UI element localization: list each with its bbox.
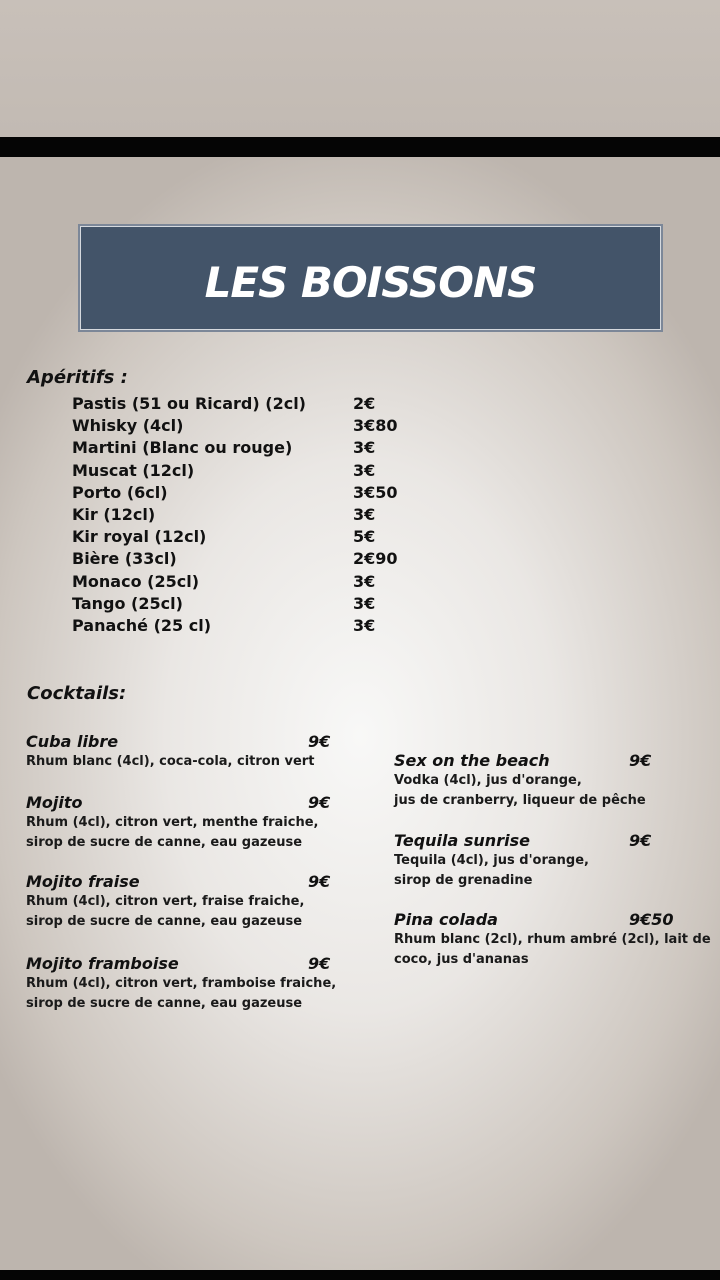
list-item bbox=[72, 571, 492, 593]
cocktail-mojito-framboise bbox=[26, 954, 356, 1014]
cocktail-description: Rhum blanc (2cl), rhum ambré (2cl), lait de coco, jus d'ananas bbox=[394, 932, 711, 967]
item-price: 2€90 bbox=[353, 549, 398, 569]
cocktail-description: Tequila (4cl), jus d'orange, sirop de grenadine bbox=[394, 853, 589, 888]
cocktail-cuba-libre bbox=[26, 732, 356, 772]
cocktail-description: Rhum (4cl), citron vert, menthe fraiche, sirop de sucre de canne, eau gazeuse bbox=[26, 815, 319, 850]
title-banner bbox=[78, 224, 663, 332]
cocktail-price: 9€ bbox=[308, 872, 331, 891]
cocktail-name: Cuba libre bbox=[26, 732, 119, 751]
cocktail-price: 9€ bbox=[308, 954, 331, 973]
list-item bbox=[72, 437, 492, 459]
list-item bbox=[72, 504, 492, 526]
item-name: Tango (25cl) bbox=[72, 593, 183, 613]
item-name: Kir (12cl) bbox=[72, 504, 156, 524]
cocktail-name: Mojito framboise bbox=[26, 954, 179, 973]
list-item bbox=[72, 415, 492, 437]
list-item bbox=[72, 482, 492, 504]
item-price: 3€ bbox=[353, 438, 376, 458]
item-name: Bière (33cl) bbox=[72, 549, 177, 569]
top-background bbox=[0, 0, 720, 137]
cocktail-tequila-sunrise bbox=[394, 831, 714, 891]
item-name: Panaché (25 cl) bbox=[72, 615, 212, 635]
cocktail-price: 9€ bbox=[308, 732, 331, 751]
item-price: 3€ bbox=[353, 593, 376, 613]
item-name: Martini (Blanc ou rouge) bbox=[72, 438, 293, 458]
cocktail-price: 9€ bbox=[308, 793, 331, 812]
cocktail-price: 9€ bbox=[629, 751, 652, 770]
list-item bbox=[72, 615, 492, 637]
cocktail-name: Pina colada bbox=[394, 910, 498, 929]
cocktail-name: Mojito fraise bbox=[26, 872, 140, 891]
list-item bbox=[72, 460, 492, 482]
item-price: 3€ bbox=[353, 571, 376, 591]
item-name: Porto (6cl) bbox=[72, 482, 168, 502]
bottom-divider-bar bbox=[0, 1270, 720, 1280]
page-title: LES BOISSONS bbox=[204, 258, 537, 307]
cocktails-heading: Cocktails: bbox=[27, 683, 127, 704]
item-name: Monaco (25cl) bbox=[72, 571, 200, 591]
item-price: 2€ bbox=[353, 394, 376, 413]
item-name: Kir royal (12cl) bbox=[72, 527, 207, 547]
item-price: 3€ bbox=[353, 460, 376, 480]
aperitifs-list bbox=[72, 393, 492, 637]
list-item bbox=[72, 526, 492, 548]
cocktail-description: Rhum blanc (4cl), coca-cola, citron vert bbox=[26, 754, 315, 769]
cocktail-description: Rhum (4cl), citron vert, framboise fraiche, sirop de sucre de canne, eau gazeuse bbox=[26, 976, 337, 1011]
top-divider-bar bbox=[0, 137, 720, 157]
list-item bbox=[72, 393, 492, 415]
item-name: Whisky (4cl) bbox=[72, 416, 184, 436]
cocktail-mojito bbox=[26, 793, 356, 853]
list-item bbox=[72, 593, 492, 615]
item-price: 5€ bbox=[353, 527, 376, 547]
item-price: 3€80 bbox=[353, 416, 398, 436]
aperitifs-heading: Apéritifs : bbox=[27, 367, 128, 388]
cocktail-price: 9€50 bbox=[629, 910, 674, 929]
cocktail-name: Sex on the beach bbox=[394, 751, 550, 770]
cocktail-price: 9€ bbox=[629, 831, 652, 850]
item-price: 3€ bbox=[353, 504, 376, 524]
cocktail-pina-colada bbox=[394, 910, 714, 970]
list-item bbox=[72, 548, 492, 570]
item-name: Muscat (12cl) bbox=[72, 460, 195, 480]
item-name: Pastis (51 ou Ricard) (2cl) bbox=[72, 394, 306, 413]
cocktail-name: Mojito bbox=[26, 793, 83, 812]
cocktail-sex-on-the-beach bbox=[394, 751, 714, 811]
item-price: 3€50 bbox=[353, 482, 398, 502]
cocktail-name: Tequila sunrise bbox=[394, 831, 530, 850]
cocktail-description: Rhum (4cl), citron vert, fraise fraiche, sirop de sucre de canne, eau gazeuse bbox=[26, 894, 305, 929]
cocktail-description: Vodka (4cl), jus d'orange, jus de cranberry, liqueur de pêche bbox=[394, 773, 646, 808]
item-price: 3€ bbox=[353, 615, 376, 635]
cocktail-mojito-fraise bbox=[26, 872, 356, 932]
